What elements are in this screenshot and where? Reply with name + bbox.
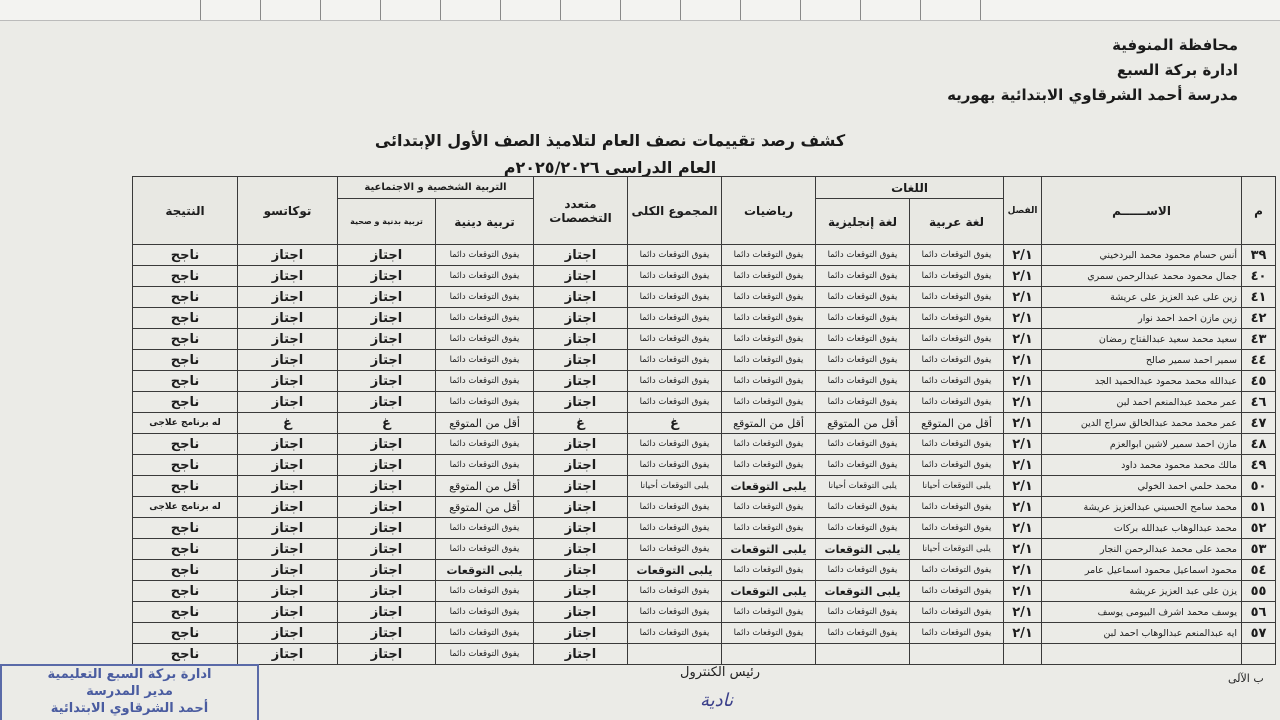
administration-label: ادارة بركة السبع (1116, 61, 1238, 79)
cell-pe: اجتاز (338, 434, 436, 455)
cell-class: ٢/١ (1004, 560, 1042, 581)
table-row (133, 266, 1276, 287)
header-result: النتيجة (133, 177, 238, 245)
cell-math: يفوق التوقعات دائما (722, 518, 816, 539)
cell-total: يفوق التوقعات دائما (628, 287, 722, 308)
cell-multi: اجتاز (534, 245, 628, 266)
table-row (133, 539, 1276, 560)
cell-name: يزن على عبد العزيز عريشة (1042, 581, 1242, 602)
cell-tokatsu: اجتاز (238, 476, 338, 497)
cell-religion: يفوق التوقعات دائما (436, 329, 534, 350)
signature: نادية (700, 690, 734, 711)
cell-result: ناجح (133, 476, 238, 497)
cell-class: ٢/١ (1004, 371, 1042, 392)
cell-religion: يفوق التوقعات دائما (436, 392, 534, 413)
cell-name: عبدالله محمد محمود عبدالحميد الجد (1042, 371, 1242, 392)
cell-arabic: يفوق التوقعات دائما (910, 308, 1004, 329)
table-row (133, 476, 1276, 497)
cell-name: سعيد محمد سعيد عبدالفتاح رمضان (1042, 329, 1242, 350)
cell-total: يفوق التوقعات دائما (628, 350, 722, 371)
cell-tokatsu: اجتاز (238, 560, 338, 581)
cell-english: يفوق التوقعات دائما (816, 245, 910, 266)
cell-arabic: يفوق التوقعات دائما (910, 392, 1004, 413)
cell-class: ٢/١ (1004, 245, 1042, 266)
cell-religion: يفوق التوقعات دائما (436, 518, 534, 539)
header-arabic: لغة عربية (910, 199, 1004, 245)
cell-result: ناجح (133, 623, 238, 644)
cell-english (816, 644, 910, 665)
cell-tokatsu: اجتاز (238, 245, 338, 266)
cell-total: يفوق التوقعات دائما (628, 245, 722, 266)
table-row (133, 560, 1276, 581)
cell-english: يفوق التوقعات دائما (816, 623, 910, 644)
cell-religion: يفوق التوقعات دائما (436, 602, 534, 623)
cell-total: يفوق التوقعات دائما (628, 392, 722, 413)
cell-arabic: يفوق التوقعات دائما (910, 518, 1004, 539)
cell-tokatsu: غ (238, 413, 338, 434)
cell-class: ٢/١ (1004, 518, 1042, 539)
cell-total: يفوق التوقعات دائما (628, 455, 722, 476)
cell-english: أقل من المتوقع (816, 413, 910, 434)
cell-multi: اجتاز (534, 266, 628, 287)
grades-table (132, 176, 1276, 665)
cell-class: ٢/١ (1004, 350, 1042, 371)
cell-name: زين مازن احمد احمد نوار (1042, 308, 1242, 329)
grades-table-wrap (132, 176, 1275, 665)
cell-num: ٣٩ (1242, 245, 1276, 266)
table-row (133, 413, 1276, 434)
cell-english: يفوق التوقعات دائما (816, 308, 910, 329)
cell-arabic: يفوق التوقعات دائما (910, 497, 1004, 518)
cell-pe: اجتاز (338, 392, 436, 413)
table-row (133, 245, 1276, 266)
cell-pe: اجتاز (338, 245, 436, 266)
cell-tokatsu: اجتاز (238, 497, 338, 518)
cell-result: ناجح (133, 560, 238, 581)
cell-result: ناجح (133, 644, 238, 665)
cell-religion: يفوق التوقعات دائما (436, 287, 534, 308)
cell-pe: اجتاز (338, 308, 436, 329)
header-religion: تربية دينية (436, 199, 534, 245)
cell-math: يفوق التوقعات دائما (722, 623, 816, 644)
cell-class: ٢/١ (1004, 392, 1042, 413)
cell-math: يفوق التوقعات دائما (722, 371, 816, 392)
cell-class: ٢/١ (1004, 476, 1042, 497)
cell-result: له برنامج علاجى (133, 497, 238, 518)
cell-arabic (910, 644, 1004, 665)
cell-english: يلبى التوقعات (816, 539, 910, 560)
table-row (133, 602, 1276, 623)
cell-tokatsu: اجتاز (238, 392, 338, 413)
header-total: المجموع الكلى (628, 177, 722, 245)
stamp-line-1: ادارة بركة السبع التعليمية (47, 667, 212, 682)
cell-english: يفوق التوقعات دائما (816, 455, 910, 476)
cell-math: يفوق التوقعات دائما (722, 497, 816, 518)
header-num: م (1242, 177, 1276, 245)
cell-religion: يفوق التوقعات دائما (436, 266, 534, 287)
cell-name: عمر محمد محمد عبدالخالق سراج الدين (1042, 413, 1242, 434)
cell-arabic: يفوق التوقعات دائما (910, 623, 1004, 644)
cell-tokatsu: اجتاز (238, 455, 338, 476)
cell-religion: يفوق التوقعات دائما (436, 539, 534, 560)
cell-math: يفوق التوقعات دائما (722, 350, 816, 371)
cell-name: يوسف محمد اشرف البيومى يوسف (1042, 602, 1242, 623)
cell-arabic: يفوق التوقعات دائما (910, 329, 1004, 350)
page-title: كشف رصد تقييمات نصف العام لتلاميذ الصف الأول الإبتدائى (374, 131, 846, 150)
cell-name: جمال محمود محمد عبدالرحمن سمري (1042, 266, 1242, 287)
header-math: رياضيات (722, 177, 816, 245)
cell-english: يفوق التوقعات دائما (816, 329, 910, 350)
cell-class: ٢/١ (1004, 497, 1042, 518)
cell-religion: يفوق التوقعات دائما (436, 581, 534, 602)
cell-num: ٥٦ (1242, 602, 1276, 623)
cell-english: يفوق التوقعات دائما (816, 350, 910, 371)
cell-class: ٢/١ (1004, 539, 1042, 560)
table-row (133, 329, 1276, 350)
cell-total: يلبى التوقعات أحيانا (628, 476, 722, 497)
table-row (133, 518, 1276, 539)
cell-math: يفوق التوقعات دائما (722, 392, 816, 413)
cell-math: يلبى التوقعات (722, 539, 816, 560)
cell-name (1042, 644, 1242, 665)
cell-english: يفوق التوقعات دائما (816, 392, 910, 413)
cell-result: ناجح (133, 371, 238, 392)
table-row (133, 644, 1276, 665)
cell-result: ناجح (133, 518, 238, 539)
cell-english: يفوق التوقعات دائما (816, 434, 910, 455)
cell-multi: اجتاز (534, 455, 628, 476)
header-pe: تربية بدنية و صحية (338, 199, 436, 245)
cell-math: يفوق التوقعات دائما (722, 266, 816, 287)
cell-math: يفوق التوقعات دائما (722, 245, 816, 266)
cell-num: ٥١ (1242, 497, 1276, 518)
cell-total: يفوق التوقعات دائما (628, 434, 722, 455)
cell-pe: اجتاز (338, 581, 436, 602)
cell-result: ناجح (133, 602, 238, 623)
cell-multi: اجتاز (534, 308, 628, 329)
cell-num: ٥٥ (1242, 581, 1276, 602)
cell-pe: اجتاز (338, 497, 436, 518)
cell-arabic: يلبى التوقعات أحيانا (910, 476, 1004, 497)
cell-pe: اجتاز (338, 518, 436, 539)
cell-result: ناجح (133, 539, 238, 560)
cell-tokatsu: اجتاز (238, 434, 338, 455)
cell-num (1242, 644, 1276, 665)
cell-result: ناجح (133, 350, 238, 371)
cell-english: يفوق التوقعات دائما (816, 518, 910, 539)
cell-num: ٤٩ (1242, 455, 1276, 476)
cell-num: ٤٣ (1242, 329, 1276, 350)
cell-total: يفوق التوقعات دائما (628, 623, 722, 644)
cell-total: يفوق التوقعات دائما (628, 539, 722, 560)
cell-name: محمود اسماعيل محمود اسماعيل عامر (1042, 560, 1242, 581)
cell-religion: يفوق التوقعات دائما (436, 371, 534, 392)
cell-num: ٥٢ (1242, 518, 1276, 539)
cell-arabic: يفوق التوقعات دائما (910, 371, 1004, 392)
stamp-line-2: مدير المدرسة (86, 684, 173, 699)
footer-left-label: ب الآلى (1228, 672, 1264, 685)
cell-religion: أقل من المتوقع (436, 497, 534, 518)
cell-total: يفوق التوقعات دائما (628, 602, 722, 623)
cell-multi: اجتاز (534, 623, 628, 644)
cell-arabic: يفوق التوقعات دائما (910, 434, 1004, 455)
cell-total: يفوق التوقعات دائما (628, 497, 722, 518)
cell-total: يفوق التوقعات دائما (628, 371, 722, 392)
cell-multi: اجتاز (534, 539, 628, 560)
cell-name: محمد عبدالوهاب عبدالله بركات (1042, 518, 1242, 539)
cell-arabic: أقل من المتوقع (910, 413, 1004, 434)
table-row (133, 392, 1276, 413)
cell-english: يفوق التوقعات دائما (816, 560, 910, 581)
cell-tokatsu: اجتاز (238, 350, 338, 371)
cell-english: يفوق التوقعات دائما (816, 287, 910, 308)
cell-tokatsu: اجتاز (238, 602, 338, 623)
top-strip (0, 0, 1280, 21)
cell-num: ٤٤ (1242, 350, 1276, 371)
academic-year: العام الدراسى ٢٠٢٥/٢٠٢٦م (503, 158, 717, 177)
header-multi: متعدد التخصصات (534, 177, 628, 245)
cell-num: ٤٥ (1242, 371, 1276, 392)
cell-tokatsu: اجتاز (238, 644, 338, 665)
cell-class: ٢/١ (1004, 287, 1042, 308)
cell-result: ناجح (133, 287, 238, 308)
cell-pe: اجتاز (338, 560, 436, 581)
cell-arabic: يلبى التوقعات أحيانا (910, 539, 1004, 560)
cell-pe: اجتاز (338, 644, 436, 665)
cell-multi: اجتاز (534, 518, 628, 539)
cell-math: يفوق التوقعات دائما (722, 308, 816, 329)
cell-tokatsu: اجتاز (238, 623, 338, 644)
cell-name: ايه عبدالمنعم عبدالوهاب احمد لبن (1042, 623, 1242, 644)
table-row (133, 455, 1276, 476)
header-personal: التربية الشخصية و الاجتماعية (338, 177, 534, 199)
cell-num: ٥٠ (1242, 476, 1276, 497)
cell-class: ٢/١ (1004, 581, 1042, 602)
cell-num: ٤٢ (1242, 308, 1276, 329)
governorate-label: محافظة المنوفية (1112, 36, 1238, 54)
header-english: لغة إنجليزية (816, 199, 910, 245)
cell-english: يفوق التوقعات دائما (816, 371, 910, 392)
cell-class: ٢/١ (1004, 266, 1042, 287)
school-stamp (0, 664, 259, 720)
cell-math: أقل من المتوقع (722, 413, 816, 434)
cell-math: يفوق التوقعات دائما (722, 434, 816, 455)
cell-multi: اجتاز (534, 581, 628, 602)
cell-religion: يفوق التوقعات دائما (436, 245, 534, 266)
cell-religion: يفوق التوقعات دائما (436, 434, 534, 455)
table-row (133, 371, 1276, 392)
table-row (133, 497, 1276, 518)
cell-arabic: يفوق التوقعات دائما (910, 602, 1004, 623)
cell-num: ٥٣ (1242, 539, 1276, 560)
cell-english: يفوق التوقعات دائما (816, 602, 910, 623)
cell-name: عمر محمد عبدالمنعم احمد لبن (1042, 392, 1242, 413)
cell-multi: اجتاز (534, 392, 628, 413)
cell-arabic: يفوق التوقعات دائما (910, 287, 1004, 308)
cell-math: يفوق التوقعات دائما (722, 560, 816, 581)
cell-result: ناجح (133, 392, 238, 413)
cell-tokatsu: اجتاز (238, 581, 338, 602)
cell-math: يفوق التوقعات دائما (722, 287, 816, 308)
cell-arabic: يفوق التوقعات دائما (910, 350, 1004, 371)
cell-tokatsu: اجتاز (238, 287, 338, 308)
cell-name: سمير احمد سمير صالح (1042, 350, 1242, 371)
cell-religion: يفوق التوقعات دائما (436, 644, 534, 665)
cell-religion: أقل من المتوقع (436, 476, 534, 497)
control-head-label: رئيس الكنترول (680, 665, 761, 680)
cell-english: يلبى التوقعات أحيانا (816, 476, 910, 497)
cell-total: يفوق التوقعات دائما (628, 518, 722, 539)
cell-multi: اجتاز (534, 602, 628, 623)
cell-multi: اجتاز (534, 560, 628, 581)
cell-pe: اجتاز (338, 476, 436, 497)
cell-math (722, 644, 816, 665)
header-languages: اللغات (816, 177, 1004, 199)
grades-body (133, 245, 1276, 665)
cell-pe: اجتاز (338, 371, 436, 392)
cell-result: ناجح (133, 308, 238, 329)
cell-math: يلبى التوقعات (722, 581, 816, 602)
cell-multi: اجتاز (534, 434, 628, 455)
cell-pe: اجتاز (338, 329, 436, 350)
cell-total: يفوق التوقعات دائما (628, 266, 722, 287)
cell-multi: اجتاز (534, 287, 628, 308)
cell-arabic: يفوق التوقعات دائما (910, 560, 1004, 581)
header-class: الفصل (1004, 177, 1042, 245)
cell-name: محمد حلمي احمد الخولي (1042, 476, 1242, 497)
cell-math: يفوق التوقعات دائما (722, 455, 816, 476)
cell-multi: اجتاز (534, 350, 628, 371)
cell-pe: اجتاز (338, 350, 436, 371)
cell-pe: اجتاز (338, 539, 436, 560)
cell-num: ٥٤ (1242, 560, 1276, 581)
cell-result: ناجح (133, 329, 238, 350)
table-row (133, 287, 1276, 308)
cell-class: ٢/١ (1004, 413, 1042, 434)
cell-name: مالك محمد محمود محمد داود (1042, 455, 1242, 476)
cell-english: يفوق التوقعات دائما (816, 497, 910, 518)
cell-multi: غ (534, 413, 628, 434)
cell-result: ناجح (133, 455, 238, 476)
cell-name: زين على عبد العزيز على عريشة (1042, 287, 1242, 308)
cell-tokatsu: اجتاز (238, 266, 338, 287)
cell-math: يفوق التوقعات دائما (722, 602, 816, 623)
cell-total: غ (628, 413, 722, 434)
cell-total: يفوق التوقعات دائما (628, 308, 722, 329)
cell-religion: يفوق التوقعات دائما (436, 455, 534, 476)
cell-num: ٤٠ (1242, 266, 1276, 287)
cell-result: له برنامج علاجى (133, 413, 238, 434)
cell-num: ٤٦ (1242, 392, 1276, 413)
cell-result: ناجح (133, 434, 238, 455)
table-row (133, 350, 1276, 371)
header-tokatsu: توكاتسو (238, 177, 338, 245)
cell-multi: اجتاز (534, 497, 628, 518)
cell-class: ٢/١ (1004, 623, 1042, 644)
cell-tokatsu: اجتاز (238, 308, 338, 329)
cell-english: يلبى التوقعات (816, 581, 910, 602)
cell-num: ٥٧ (1242, 623, 1276, 644)
cell-tokatsu: اجتاز (238, 539, 338, 560)
cell-name: محمد سامح الحسيني عبدالعزيز عريشة (1042, 497, 1242, 518)
cell-arabic: يفوق التوقعات دائما (910, 455, 1004, 476)
school-label: مدرسة أحمد الشرقاوي الابتدائية بهوريه (947, 86, 1238, 104)
cell-name: مازن احمد سمير لاشين ابوالعزم (1042, 434, 1242, 455)
cell-num: ٤٧ (1242, 413, 1276, 434)
table-row (133, 581, 1276, 602)
cell-total: يفوق التوقعات دائما (628, 329, 722, 350)
stamp-line-3: أحمد الشرقاوي الابتدائية (50, 701, 209, 716)
cell-pe: اجتاز (338, 602, 436, 623)
cell-name: محمد على محمد عبدالرحمن النجار (1042, 539, 1242, 560)
cell-class: ٢/١ (1004, 434, 1042, 455)
cell-result: ناجح (133, 581, 238, 602)
cell-multi: اجتاز (534, 476, 628, 497)
cell-religion: يفوق التوقعات دائما (436, 308, 534, 329)
cell-num: ٤١ (1242, 287, 1276, 308)
cell-math: يلبى التوقعات (722, 476, 816, 497)
cell-multi: اجتاز (534, 329, 628, 350)
table-row (133, 623, 1276, 644)
cell-math: يفوق التوقعات دائما (722, 329, 816, 350)
cell-pe: اجتاز (338, 266, 436, 287)
cell-pe: اجتاز (338, 623, 436, 644)
cell-arabic: يفوق التوقعات دائما (910, 245, 1004, 266)
cell-pe: غ (338, 413, 436, 434)
cell-class: ٢/١ (1004, 308, 1042, 329)
cell-religion: يفوق التوقعات دائما (436, 623, 534, 644)
cell-class (1004, 644, 1042, 665)
cell-arabic: يفوق التوقعات دائما (910, 581, 1004, 602)
cell-pe: اجتاز (338, 287, 436, 308)
cell-multi: اجتاز (534, 644, 628, 665)
cell-english: يفوق التوقعات دائما (816, 266, 910, 287)
table-row (133, 308, 1276, 329)
cell-total: يلبى التوقعات (628, 560, 722, 581)
cell-religion: يفوق التوقعات دائما (436, 350, 534, 371)
cell-name: أنس حسام محمود محمد البردخيني (1042, 245, 1242, 266)
cell-class: ٢/١ (1004, 602, 1042, 623)
cell-multi: اجتاز (534, 371, 628, 392)
cell-result: ناجح (133, 266, 238, 287)
cell-result: ناجح (133, 245, 238, 266)
header-name: الاســــــم (1042, 177, 1242, 245)
cell-tokatsu: اجتاز (238, 371, 338, 392)
cell-religion: أقل من المتوقع (436, 413, 534, 434)
cell-total: يفوق التوقعات دائما (628, 581, 722, 602)
cell-num: ٤٨ (1242, 434, 1276, 455)
cell-arabic: يفوق التوقعات دائما (910, 266, 1004, 287)
cell-religion: يلبى التوقعات (436, 560, 534, 581)
cell-tokatsu: اجتاز (238, 329, 338, 350)
table-row (133, 434, 1276, 455)
cell-class: ٢/١ (1004, 329, 1042, 350)
cell-pe: اجتاز (338, 455, 436, 476)
cell-class: ٢/١ (1004, 455, 1042, 476)
cell-tokatsu: اجتاز (238, 518, 338, 539)
cell-total (628, 644, 722, 665)
